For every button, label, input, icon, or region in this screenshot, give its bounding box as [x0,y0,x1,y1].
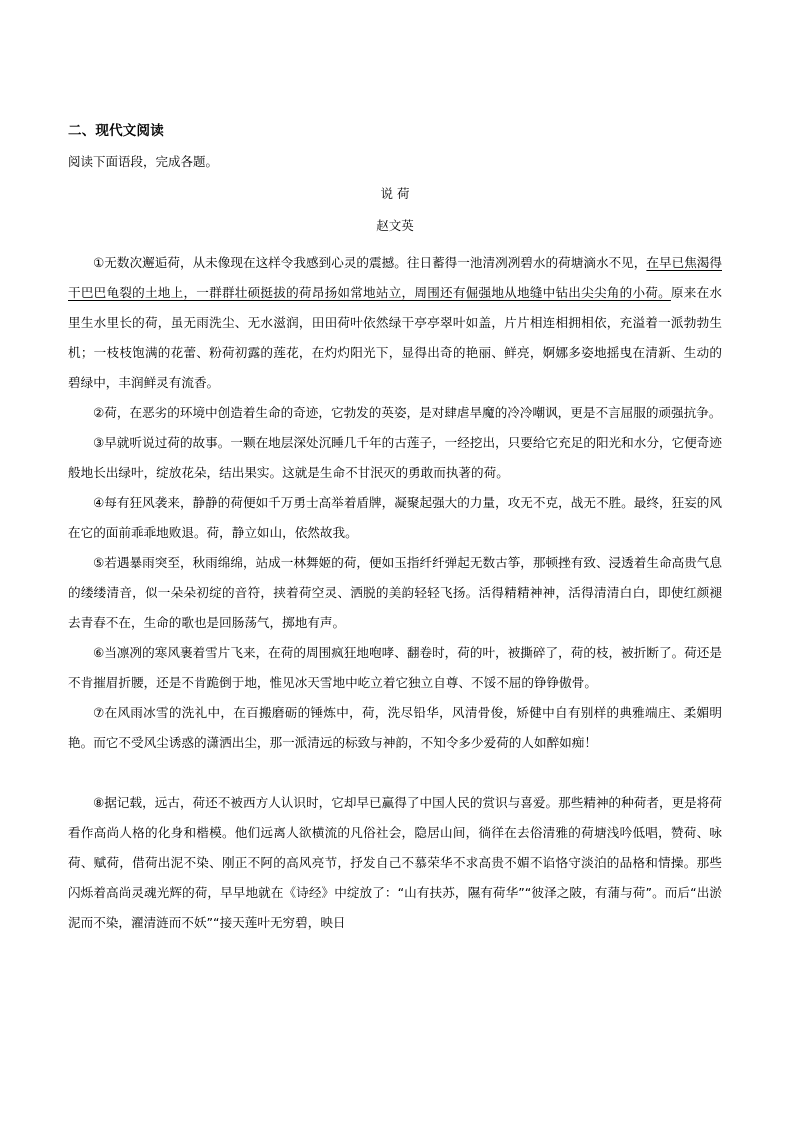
reading-instruction: 阅读下面语段，完成各题。 [68,153,219,169]
paragraph-1 [68,248,722,398]
text-run: ⑦在风雨冰雪的洗礼中，在百搬磨砺的锤炼中，荷，洗尽铅华，风清骨俊，矫健中自有别样的典雅端庄、柔媚明艳。而它不受风尘诱惑的潇洒出尘，那一派清远的标致与神韵，不知令多少爱荷的人如醉如痴！ [68,705,722,750]
paragraph-3 [68,428,722,488]
article-title: 说 荷 [380,186,410,201]
paragraph-4 [68,488,722,548]
text-run: ①无数次邂逅荷，从未像现在这样令我感到心灵的震撼。往日蓄得一池清冽冽碧水的荷塘滴水不见， [93,255,647,270]
text-run: 原来在水里生水里长的荷，虽无雨洗尘、无水滋润，田田荷叶依然绿干亭亭翠叶如盖，片片相连相拥相依，充溢着一派勃勃生机；一枝枝饱满的花蕾、粉荷初露的莲花，在灼灼阳光下，显得出奇的艳丽、鲜亮，婀娜多姿地摇曳在清新、生动的碧绿中，丰润鲜灵有流香。 [68,285,722,390]
text-run: ⑥当凛冽的寒风裹着雪片飞来，在荷的周围疯狂地咆哮、翻卷时，荷的叶，被撕碎了，荷的枝，被折断了。荷还是不肯摧眉折腰，还是不肯跪倒于地，惟见冰天雪地中屹立着它独立自尊、不馁不屈的铮铮傲骨。 [68,645,722,690]
text-run: ④每有狂风袭来，静静的荷便如千万勇士高举着盾牌，凝聚起强大的力量，攻无不克，战无不胜。最终，狂妄的风在它的面前乖乖地败退。荷，静立如山，依然故我。 [68,495,722,540]
article-author: 赵文英 [376,217,414,233]
paragraph-2 [68,398,722,428]
text-run: ③早就听说过荷的故事。一颗在地层深处沉睡几千年的古莲子，一经挖出，只要给它充足的阳光和水分，它便奇迹般地长出绿叶，绽放花朵，结出果实。这就是生命不甘泯灭的勇敢而执著的荷。 [68,435,722,480]
text-run: ②荷，在恶劣的环境中创造着生命的奇迹，它勃发的英姿，是对肆虐旱魔的冷冷嘲讽，更是不言屈服的顽强抗争。 [93,405,722,420]
paragraph-5 [68,548,722,638]
text-run: ⑤若遇暴雨突至，秋雨绵绵，站成一林舞姬的荷，便如玉指纤纤弹起无数古筝，那顿挫有致、浸透着生命高贵气息的缕缕清音，似一朵朵初绽的音符，挟着荷空灵、洒脱的美韵轻轻飞扬。活得精精神神，活得清清白白，即使红颜褪去青春不在，生命的歌也是回肠荡气，掷地有声。 [68,555,722,630]
underlined-text: 在早已焦渴得干巴巴龟裂的土地上，一群群壮硕挺拔的荷昂扬如常地站立，周围还有倔强地从地缝中钻出尖尖角的小荷。 [68,255,722,300]
paragraph-8 [68,788,722,938]
paragraph-7 [68,698,722,758]
paragraph-6 [68,638,722,698]
article-body [68,248,722,938]
text-run: ⑧据记载，远古，荷还不被西方人认识时，它却早已赢得了中国人民的赏识与喜爱。那些精神的种荷者，更是将荷看作高尚人格的化身和楷模。他们远离人欲横流的凡俗社会，隐居山间，徜徉在去俗清雅的荷塘浅吟低唱，赞荷、咏荷、赋荷，借荷出泥不染、刚正不阿的高风亮节，抒发自己不慕荣华不求高贵不媚不谄恪守淡泊的品格和情操。那些闪烁着高尚灵魂光辉的荷，早早地就在《诗经》中绽放了：“山有扶苏，隰有荷华”“彼泽之陂，有蒲与荷”。而后“出淤泥而不染，濯清涟而不妖”“接天莲叶无穷碧，映日 [68,795,722,930]
section-heading: 二、现代文阅读 [68,123,164,139]
